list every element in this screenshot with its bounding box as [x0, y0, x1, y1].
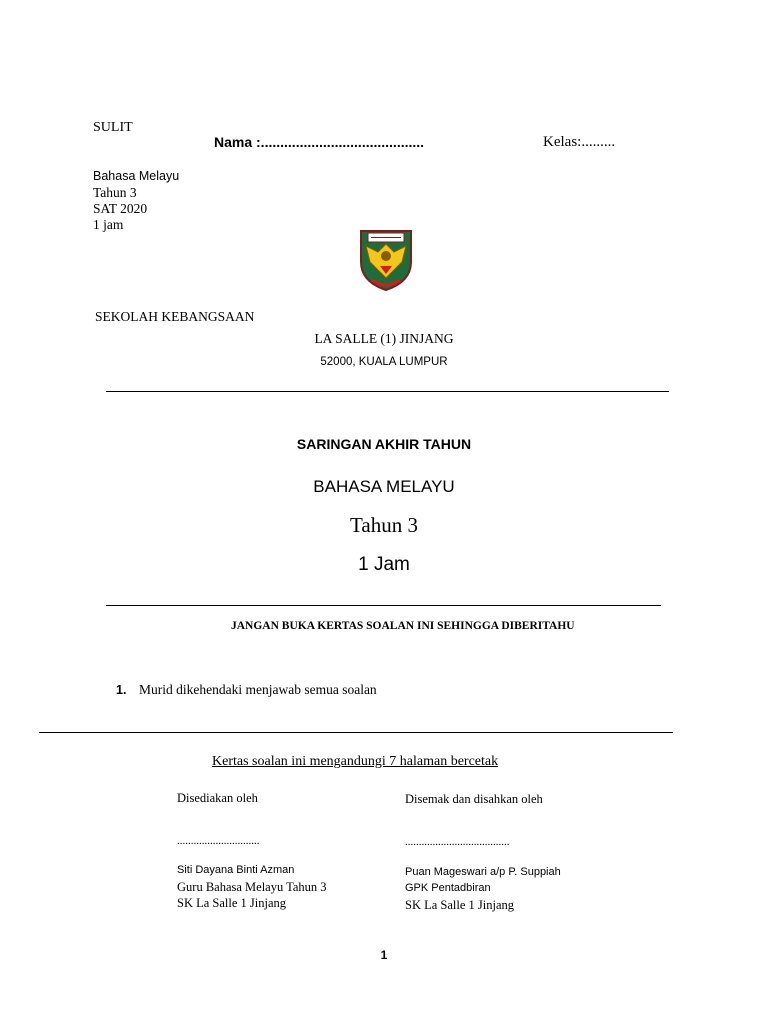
class-field: Kelas:.........	[543, 134, 616, 150]
page-count-note: Kertas soalan ini mengandungi 7 halaman bercetak	[212, 754, 499, 769]
instruction-number: 1.	[116, 683, 127, 697]
subject-label: Bahasa Melayu	[93, 169, 180, 183]
exam-title: SARINGAN AKHIR TAHUN	[296, 436, 472, 452]
approved-title: GPK Pentadbiran	[405, 882, 491, 894]
divider-bottom	[39, 732, 673, 733]
exam-subject: BAHASA MELAYU	[313, 477, 455, 496]
school-postcode-city: 52000, KUALA LUMPUR	[320, 356, 448, 368]
divider-top	[106, 391, 669, 392]
approved-signature-line: ......................................	[405, 836, 510, 848]
prepared-school: SK La Salle 1 Jinjang	[177, 896, 287, 910]
exam-year: Tahun 3	[350, 513, 418, 537]
prepared-signature-line: ..............................	[177, 835, 260, 847]
prepared-title: Guru Bahasa Melayu Tahun 3	[177, 880, 327, 894]
duration-label: 1 jam	[93, 217, 124, 232]
school-name: LA SALLE (1) JINJANG	[314, 331, 454, 346]
exam-code-label: SAT 2020	[93, 201, 148, 216]
school-crest-icon	[358, 228, 414, 292]
warning-text: JANGAN BUKA KERTAS SOALAN INI SEHINGGA DIBERITAHU	[231, 620, 575, 632]
exam-duration: 1 Jam	[358, 554, 410, 575]
approved-name: Puan Mageswari a/p P. Suppiah	[405, 866, 561, 878]
instruction-text: Murid dikehendaki menjawab semua soalan	[139, 682, 377, 697]
prepared-name: Siti Dayana Binti Azman	[177, 864, 295, 876]
name-field: Nama :..........................................	[214, 134, 425, 150]
prepared-by-label: Disediakan oleh	[177, 791, 258, 805]
approved-school: SK La Salle 1 Jinjang	[405, 898, 515, 912]
confidential-label: SULIT	[93, 120, 133, 135]
school-type: SEKOLAH KEBANGSAAN	[95, 309, 255, 324]
divider-middle	[106, 605, 661, 606]
year-label: Tahun 3	[93, 185, 137, 200]
approved-by-label: Disemak dan disahkan oleh	[405, 792, 543, 806]
page-number: 1	[380, 948, 388, 962]
